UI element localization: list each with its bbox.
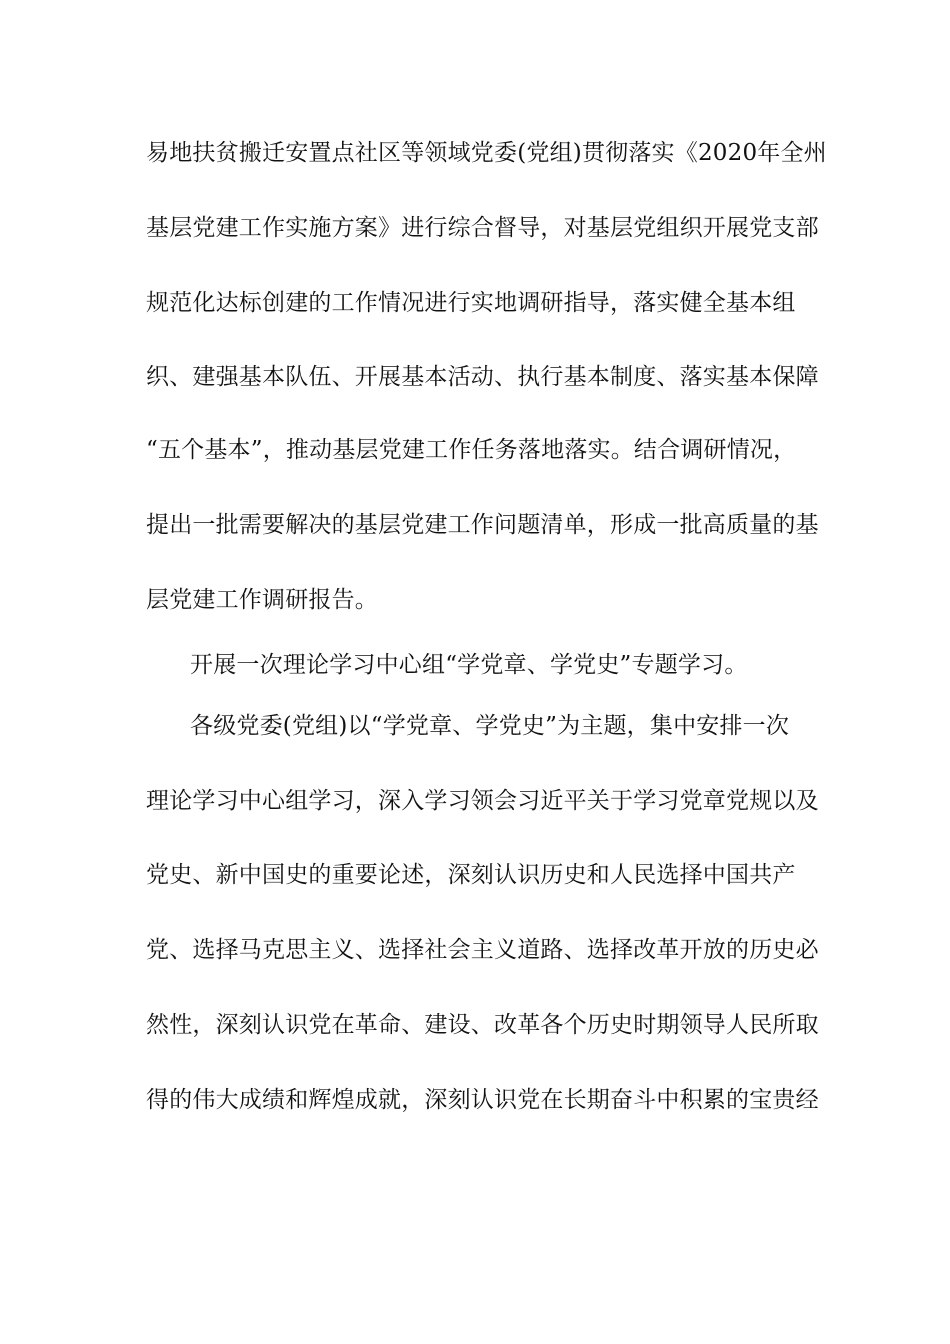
text-line: 提出一批需要解决的基层党建工作问题清单，形成一批高质量的基 [146,512,819,538]
text-line: “五个基本”，推动基层党建工作任务落地落实。结合调研情况， [146,437,797,463]
paragraph-heading: 开展一次理论学习中心组“学党章、学党史”专题学习。 [190,652,748,678]
text-line: 层党建工作调研报告。 [146,587,378,613]
text-line: 基层党建工作实施方案》进行综合督导，对基层党组织开展党支部 [146,215,819,241]
text-line: 规范化达标创建的工作情况进行实地调研指导，落实健全基本组 [146,290,796,316]
text-line: 党史、新中国史的重要论述，深刻认识历史和人民选择中国共产 [146,862,796,888]
text-line: 织、建强基本队伍、开展基本活动、执行基本制度、落实基本保障 [146,364,819,390]
text-line: 然性，深刻认识党在革命、建设、改革各个历史时期领导人民所取 [146,1012,819,1038]
text-line: 易地扶贫搬迁安置点社区等领域党委(党组)贯彻落实《2020年全州 [146,140,827,166]
text-line: 各级党委(党组)以“学党章、学党史”为主题，集中安排一次 [190,713,790,739]
text-line: 党、选择马克思主义、选择社会主义道路、选择改革开放的历史必 [146,937,819,963]
text-line: 理论学习中心组学习，深入学习领会习近平关于学习党章党规以及 [146,788,819,814]
text-line: 得的伟大成绩和辉煌成就，深刻认识党在长期奋斗中积累的宝贵经 [146,1087,819,1113]
